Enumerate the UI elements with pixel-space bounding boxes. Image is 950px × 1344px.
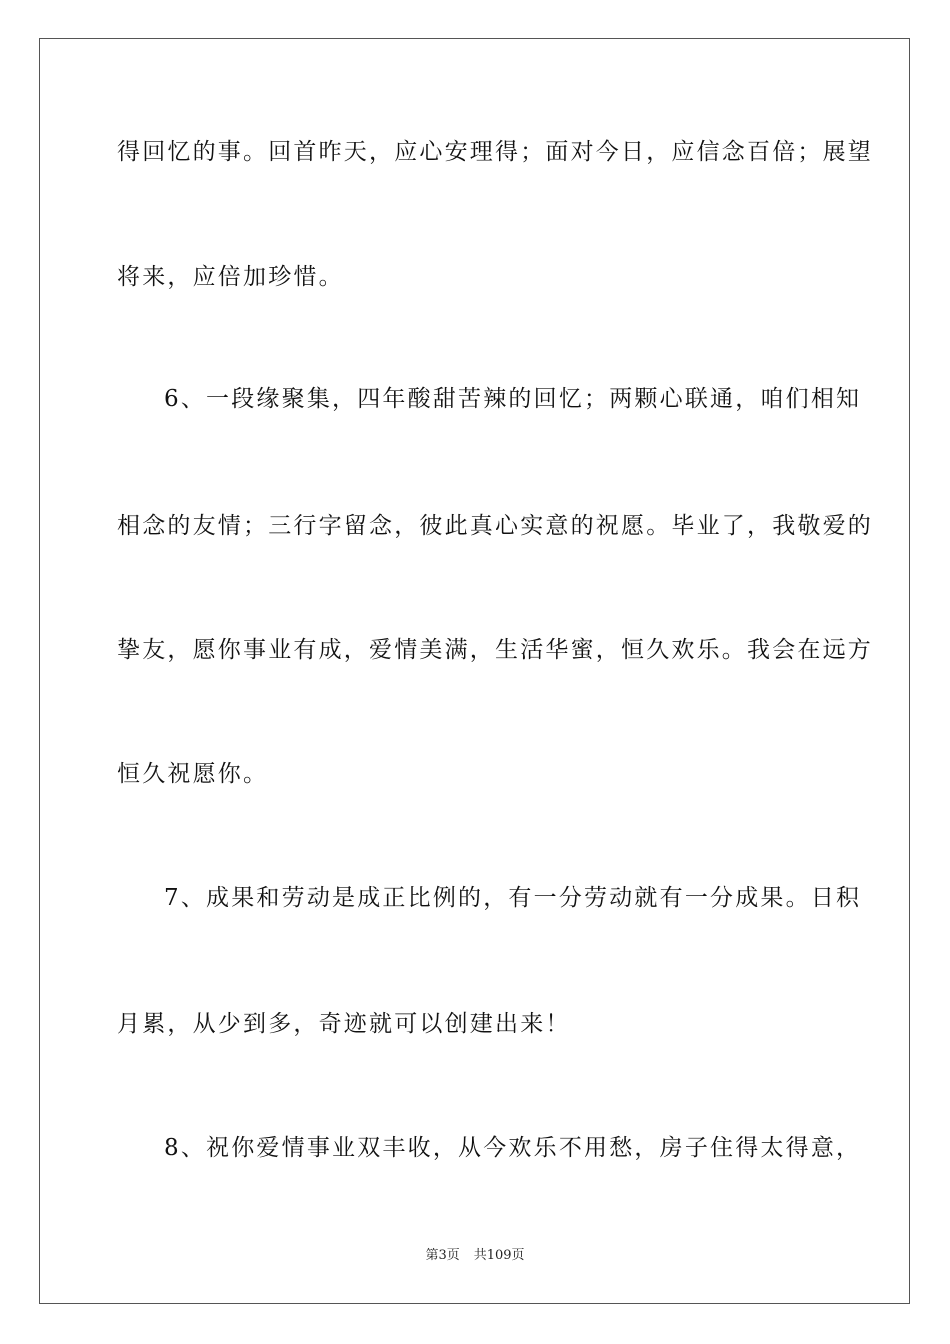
paragraph-line: 相念的友情；三行字留念，彼此真心实意的祝愿。毕业了，我敬爱的 bbox=[117, 513, 873, 539]
paragraph-line-first: 6、一段缘聚集，四年酸甜苦辣的回忆；两颗心联通，咱们相知 bbox=[164, 386, 862, 412]
page-number: 第3页 bbox=[425, 1248, 460, 1263]
paragraph-line: 将来，应倍加珍惜。 bbox=[117, 264, 344, 290]
paragraph-line-first: 8、祝你爱情事业双丰收，从今欢乐不用愁，房子住得太得意， bbox=[164, 1135, 862, 1161]
paragraph-line: 恒久祝愿你。 bbox=[117, 761, 269, 787]
page-frame bbox=[39, 38, 910, 1304]
paragraph-line-first: 7、成果和劳动是成正比例的，有一分劳动就有一分成果。日积 bbox=[164, 885, 862, 911]
page-total: 共109页 bbox=[473, 1248, 525, 1263]
paragraph-line: 月累，从少到多，奇迹就可以创建出来！ bbox=[117, 1011, 571, 1037]
paragraph-line: 得回忆的事。回首昨天，应心安理得；面对今日，应信念百倍；展望 bbox=[117, 139, 873, 165]
page-footer bbox=[0, 1247, 950, 1265]
paragraph-line: 挚友，愿你事业有成，爱情美满，生活华蜜，恒久欢乐。我会在远方 bbox=[117, 637, 873, 663]
